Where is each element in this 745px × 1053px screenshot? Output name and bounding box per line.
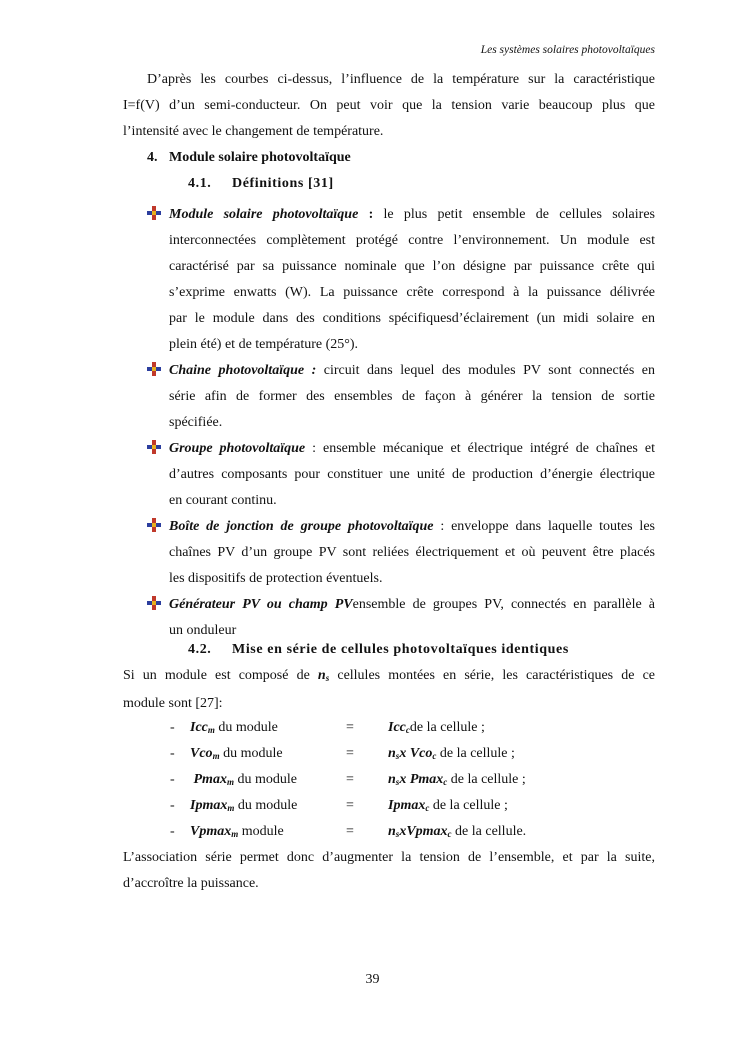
list-dash: - [170, 798, 175, 813]
lhs-subscript: m [207, 725, 215, 735]
list-dash: - [170, 824, 175, 839]
conclusion-line: d’accroître la puissance. [123, 876, 259, 891]
bullet-cross-icon [147, 596, 161, 610]
definition-text: : ensemble mécanique et électrique intégré de chaînes et [305, 441, 655, 456]
rhs-n-subscript: s [395, 751, 400, 761]
definition-text: chaînes PV d’un groupe PV sont reliées électriquement et où peuvent être placés [169, 545, 655, 560]
rhs-text: de la cellule ; [409, 720, 485, 735]
formula-row [170, 741, 590, 767]
definition-item [147, 202, 655, 358]
section-title: Module solaire photovoltaïque [169, 150, 351, 165]
formula-row [170, 715, 590, 741]
definition-text: un onduleur [169, 623, 237, 638]
definition-text: série afin de former des ensembles de façon à générer la tension de sortie [169, 389, 655, 404]
definition-term: Module solaire photovoltaïque [169, 207, 359, 222]
bullet-cross-icon [147, 362, 161, 376]
equals-sign: = [346, 772, 354, 787]
equals-sign: = [346, 824, 354, 839]
rhs-symbol: Ipmax [388, 798, 426, 813]
rhs-n-subscript: s [395, 829, 400, 839]
series-intro-paragraph [123, 663, 655, 717]
section-number: 4.1. [188, 176, 212, 191]
formula-row [170, 767, 590, 793]
list-dash: - [170, 746, 175, 761]
definition-text: ensemble de groupes PV, connectés en parallèle à [352, 597, 656, 612]
definition-term: Chaine photovoltaïque : [169, 363, 317, 378]
lhs-text: du module [234, 798, 298, 813]
rhs-symbol: Vco [409, 746, 433, 761]
definition-text: s’exprime enwatts (W). La puissance crête correspond à la puissance délivrée [169, 285, 655, 300]
conclusion-paragraph [123, 845, 655, 897]
rhs-symbol: Pmax [409, 772, 444, 787]
bullet-cross-icon [147, 440, 161, 454]
page-number: 39 [365, 972, 380, 987]
intro-line: l’intensité avec le changement de température. [123, 124, 384, 139]
definition-text: spécifiée. [169, 415, 223, 430]
definition-text: d’autres composants pour constituer une unité de production d’énergie électrique [169, 467, 655, 482]
definition-item [147, 592, 655, 644]
rhs-subscript: c [425, 803, 430, 813]
section-4-2-heading [188, 642, 569, 658]
section-number: 4. [147, 150, 158, 165]
multiply-sign: x [399, 772, 410, 787]
rhs-text: de la cellule. [451, 824, 527, 839]
lhs-subscript: m [226, 777, 234, 787]
series-intro-text: module sont [27]: [123, 696, 223, 711]
intro-line: I=f(V) d’un semi-conducteur. On peut voir que la tension varie beaucoup plus que [123, 98, 655, 113]
lhs-symbol: Vco [190, 746, 213, 761]
definition-item [147, 358, 655, 436]
definition-separator: : [358, 207, 374, 222]
rhs-text: de la cellule ; [447, 772, 526, 787]
rhs-n: n [388, 824, 396, 839]
running-header: Les systèmes solaires photovoltaïques [480, 44, 655, 56]
intro-paragraph [123, 67, 655, 145]
multiply-sign: x [399, 746, 410, 761]
formula-row [170, 793, 590, 819]
rhs-subscript: c [405, 725, 410, 735]
lhs-symbol: Vpmax [190, 824, 232, 839]
lhs-symbol: Icc [190, 720, 208, 735]
section-4-1-heading [188, 176, 334, 192]
lhs-text: du module [219, 746, 283, 761]
equals-sign: = [346, 720, 354, 735]
rhs-text: de la cellule ; [436, 746, 515, 761]
definition-text: caractérisé par sa puissance nominale que l’on désigne par puissance crête qui [169, 259, 655, 274]
lhs-symbol: Pmax [190, 772, 227, 787]
rhs-symbol: Icc [388, 720, 406, 735]
section-title: Définitions [31] [232, 176, 334, 191]
section-title: Mise en série de cellules photovoltaïques identiques [232, 642, 569, 657]
definition-text: interconnectées complètement protégé contre l’environnement. Un module est [169, 233, 655, 248]
definition-item [147, 514, 655, 592]
lhs-subscript: m [231, 829, 239, 839]
series-intro-text: Si un module est composé de [123, 668, 318, 683]
conclusion-line: L’association série permet donc d’augmenter la tension de l’ensemble, et par la suite, [123, 850, 655, 865]
list-dash: - [170, 772, 175, 787]
rhs-subscript: c [447, 829, 452, 839]
bullet-cross-icon [147, 518, 161, 532]
definition-term: Groupe photovoltaïque [169, 441, 306, 456]
multiply-sign: x [399, 824, 407, 839]
section-4-heading [147, 150, 351, 166]
equals-sign: = [346, 798, 354, 813]
lhs-text: module [238, 824, 284, 839]
definition-item [147, 436, 655, 514]
rhs-subscript: c [443, 777, 448, 787]
bullet-cross-icon [147, 206, 161, 220]
definition-text: le plus petit ensemble de cellules solaires [373, 207, 655, 222]
section-number: 4.2. [188, 642, 212, 657]
ns-subscript: s [325, 673, 330, 683]
definition-text: : enveloppe dans laquelle toutes les [433, 519, 655, 534]
rhs-text: de la cellule ; [429, 798, 508, 813]
lhs-symbol: Ipmax [190, 798, 228, 813]
rhs-n-subscript: s [395, 777, 400, 787]
ns-symbol: n [317, 668, 326, 683]
definition-text: plein été) et de température (25°). [169, 337, 359, 352]
lhs-subscript: m [227, 803, 235, 813]
rhs-n: n [388, 746, 396, 761]
formula-row [170, 819, 590, 845]
rhs-symbol: Vpmax [406, 824, 448, 839]
definition-text: par le module dans des conditions spécifiquesd’éclairement (un midi solaire en [169, 311, 655, 326]
definition-term: Boîte de jonction de groupe photovoltaïque [169, 519, 434, 534]
series-intro-text: cellules montées en série, les caractéristiques de ce [329, 668, 656, 683]
definition-text: en courant continu. [169, 493, 277, 508]
list-dash: - [170, 720, 175, 735]
lhs-subscript: m [212, 751, 220, 761]
equals-sign: = [346, 746, 354, 761]
definition-text: les dispositifs de protection éventuels. [169, 571, 383, 586]
rhs-n: n [388, 772, 396, 787]
rhs-subscript: c [432, 751, 437, 761]
lhs-text: du module [214, 720, 278, 735]
definition-term: Générateur PV ou champ PV [169, 597, 353, 612]
intro-line: D’après les courbes ci-dessus, l’influence de la température sur la caractéristique [147, 72, 655, 87]
lhs-text: du module [233, 772, 297, 787]
definition-text: circuit dans lequel des modules PV sont connectés en [316, 363, 656, 378]
